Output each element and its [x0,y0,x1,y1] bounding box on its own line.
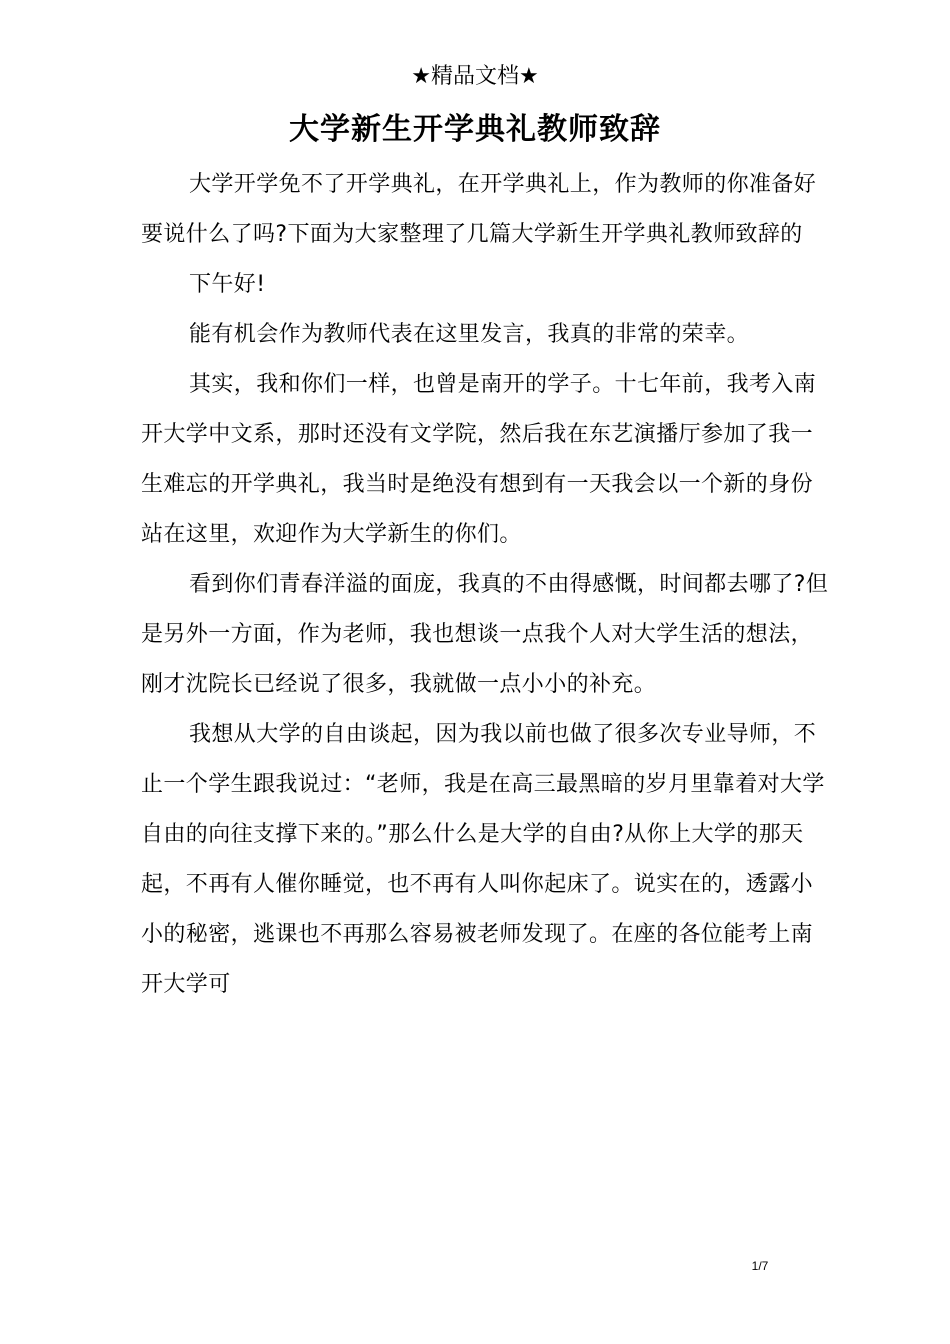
paragraph-background: 其实，我和你们一样，也曾是南开的学子。十七年前，我考入南开大学中文系，那时还没有文学院，然后我在东艺演播厅参加了我一生难忘的开学典礼，我当时是绝没有想到有一天我会以一个新的身份站在这里，欢迎作为大学新生的你们。 [141,372,817,547]
paragraph-freedom: 我想从大学的自由谈起，因为我以前也做了很多次专业导师，不止一个学生跟我说过：“老师，我是在高三最黑暗的岁月里靠着对大学自由的向往支撑下来的。”那么什么是大学的自由?从你上大学的那天起，不再有人催你睡觉，也不再有人叫你起床了。说实在的，透露小小的秘密，逃课也不再那么容易被老师发现了。在座的各位能考上南开大学可 [141,722,825,997]
header-mark: ★精品文档★ [411,64,539,89]
paragraph-reflection: 看到你们青春洋溢的面庞，我真的不由得感慨，时间都去哪了?但是另外一方面，作为老师，我也想谈一点我个人对大学生活的想法，刚才沈院长已经说了很多，我就做一点小小的补充。 [141,572,829,697]
paragraph-greeting: 下午好! [189,272,266,297]
paragraph-intro: 大学开学免不了开学典礼，在开学典礼上，作为教师的你准备好要说什么了吗?下面为大家整理了几篇大学新生开学典礼教师致辞的 [141,172,817,247]
document-title: 大学新生开学典礼教师致辞 [289,112,661,147]
paragraph-honor: 能有机会作为教师代表在这里发言，我真的非常的荣幸。 [189,322,750,347]
document-body [141,160,831,1010]
page-number: 1/7 [751,1259,769,1273]
